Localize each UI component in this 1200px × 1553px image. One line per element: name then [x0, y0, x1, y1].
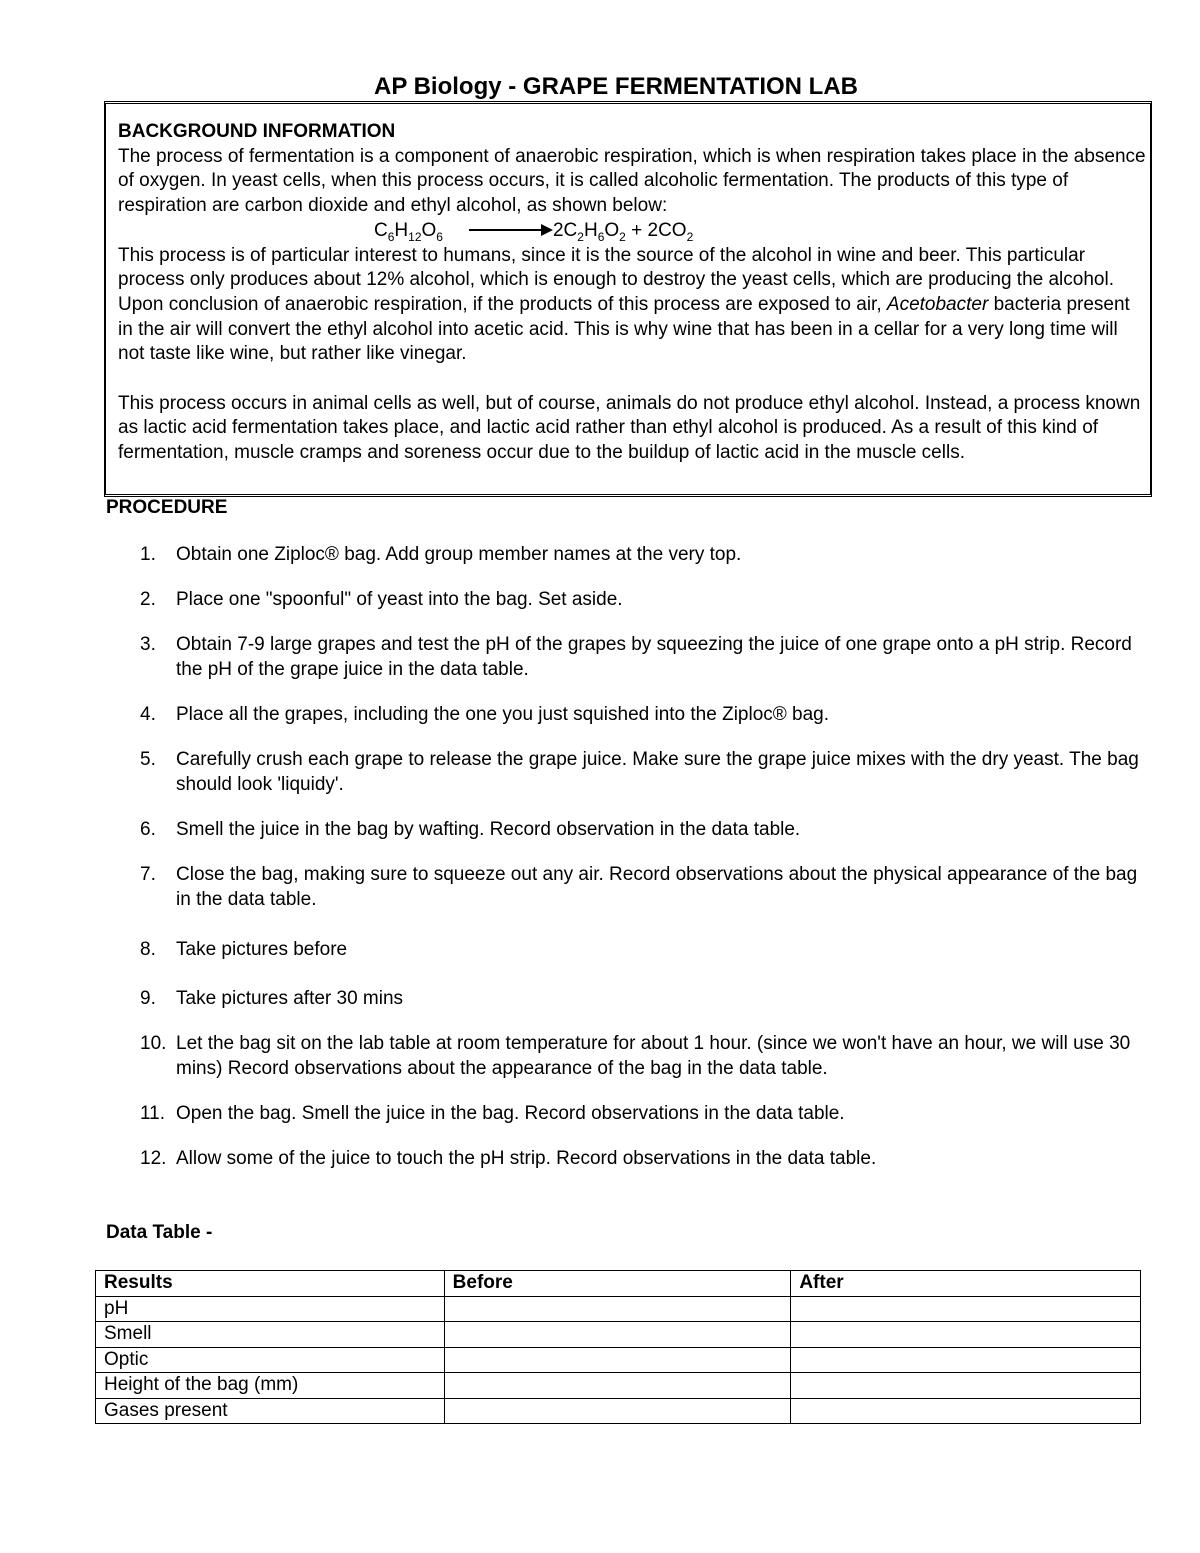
step-number: 2. — [140, 589, 156, 610]
procedure-step — [140, 987, 1140, 1012]
step-text: Carefully crush each grape to release the grape juice. Make sure the grape juice mixes with the dry yeast. The bag should look 'liquidy'. — [176, 749, 1139, 795]
procedure-step — [140, 1102, 1140, 1127]
after-cell[interactable] — [791, 1347, 1141, 1373]
step-text: Place one "spoonful" of yeast into the bag. Set aside. — [176, 589, 623, 610]
step-number: 1. — [140, 544, 156, 565]
background-content — [118, 120, 1148, 466]
procedure-step — [140, 633, 1140, 682]
step-number: 11. — [140, 1103, 166, 1124]
step-text: Obtain one Ziploc® bag. Add group member names at the very top. — [176, 544, 742, 565]
acetobacter-italic: Acetobacter — [886, 293, 989, 315]
before-cell[interactable] — [444, 1373, 791, 1399]
table-row — [96, 1398, 1141, 1424]
eq-product-h: H — [583, 219, 598, 241]
step-number: 8. — [140, 939, 156, 960]
before-cell[interactable] — [444, 1398, 791, 1424]
step-text: Take pictures after 30 mins — [176, 988, 404, 1009]
row-label: Smell — [96, 1322, 445, 1348]
procedure-step — [140, 863, 1140, 912]
column-header-after: After — [791, 1271, 1141, 1297]
procedure-step — [140, 543, 1140, 568]
eq-sub: 6 — [436, 229, 443, 244]
eq-product-co2: + 2CO — [625, 219, 687, 241]
eq-sub: 6 — [597, 229, 605, 244]
procedure-step — [140, 748, 1140, 797]
row-label: Gases present — [96, 1398, 445, 1424]
after-cell[interactable] — [791, 1373, 1141, 1399]
data-table — [95, 1270, 1141, 1424]
eq-reactant-c: C — [374, 219, 388, 241]
after-cell[interactable] — [791, 1296, 1141, 1322]
row-label: Height of the bag (mm) — [96, 1373, 445, 1399]
step-text: Allow some of the juice to touch the pH strip. Record observations in the data table. — [176, 1148, 877, 1169]
step-number: 3. — [140, 634, 156, 655]
procedure-step — [140, 588, 1140, 613]
table-row — [96, 1296, 1141, 1322]
procedure-step — [140, 818, 1140, 843]
after-cell[interactable] — [791, 1322, 1141, 1348]
page-title: AP Biology - GRAPE FERMENTATION LAB — [374, 73, 858, 100]
step-text: Smell the juice in the bag by wafting. Record observation in the data table. — [176, 819, 801, 840]
row-label: pH — [96, 1296, 445, 1322]
column-header-before: Before — [444, 1271, 791, 1297]
background-heading: BACKGROUND INFORMATION — [118, 121, 396, 142]
reaction-arrow-icon — [469, 223, 553, 237]
procedure-step — [140, 1032, 1140, 1081]
table-header-row — [96, 1271, 1141, 1297]
paragraph-text: This process is of particular interest to humans, since it is the source of the alcohol in wine and beer. This particular process only produces about 12% alcohol, which is enough to destroy the yeast cells, which are producing the alcohol. Upon conclusion of anaerobic respiration, if the products of this process are exposed to air, — [118, 244, 1114, 315]
background-paragraph-2 — [118, 244, 1148, 368]
before-cell[interactable] — [444, 1296, 791, 1322]
background-paragraph-3: This process occurs in animal cells as well, but of course, animals do not produce ethyl alcohol. Instead, a process known as lactic acid fermentation takes place, and lactic acid rather than ethyl alcohol is produced. As a result of this kind of fermentation, muscle cramps and soreness occur due to the buildup of lactic acid in the muscle cells. — [118, 392, 1141, 464]
step-number: 6. — [140, 819, 156, 840]
after-cell[interactable] — [791, 1398, 1141, 1424]
step-text: Obtain 7-9 large grapes and test the pH of the grapes by squeezing the juice of one grape onto a pH strip. Record the pH of the grape juice in the data table. — [176, 634, 1132, 680]
step-text: Close the bag, making sure to squeeze out any air. Record observations about the physical appearance of the bag in the data table. — [176, 864, 1138, 910]
procedure-step — [140, 938, 1140, 963]
step-text: Place all the grapes, including the one you just squished into the Ziploc® bag. — [176, 704, 830, 725]
eq-product-ethanol: 2C — [552, 219, 578, 241]
background-information-box — [104, 101, 1152, 497]
table-row — [96, 1322, 1141, 1348]
step-text: Let the bag sit on the lab table at room temperature for about 1 hour. (since we won't have an hour, we will use 30 mins) Record observations about the appearance of the bag in the data table. — [176, 1033, 1131, 1079]
eq-sub: 2 — [619, 229, 626, 244]
before-cell[interactable] — [444, 1347, 791, 1373]
step-number: 12. — [140, 1148, 167, 1169]
eq-reactant-h: H — [394, 219, 409, 241]
fermentation-equation — [118, 219, 1148, 244]
step-text: Open the bag. Smell the juice in the bag. Record observations in the data table. — [176, 1103, 845, 1124]
procedure-heading: PROCEDURE — [106, 497, 228, 518]
eq-sub: 2 — [577, 229, 584, 244]
before-cell[interactable] — [444, 1322, 791, 1348]
procedure-step — [140, 703, 1140, 728]
procedure-step — [140, 1147, 1140, 1172]
eq-sub: 6 — [387, 229, 395, 244]
eq-sub: 2 — [686, 229, 694, 244]
table-row — [96, 1373, 1141, 1399]
table-row — [96, 1347, 1141, 1373]
step-number: 7. — [140, 864, 156, 885]
column-header-results: Results — [96, 1271, 445, 1297]
eq-product-o: O — [604, 219, 620, 241]
background-paragraph-1: The process of fermentation is a component of anaerobic respiration, which is when respiration takes place in the absence of oxygen. In yeast cells, when this process occurs, it is called alcoholic fermentation. The products of this type of respiration are carbon dioxide and ethyl alcohol, as shown below: — [118, 145, 1146, 217]
step-number: 9. — [140, 988, 156, 1009]
paragraph-text: bacteria present in the air will convert the ethyl alcohol into acetic acid. This is why wine that has been in a cellar for a very long time will not taste like wine, but rather like vinegar. — [118, 293, 1130, 365]
step-number: 4. — [140, 704, 156, 725]
eq-sub: 12 — [408, 229, 422, 244]
step-number: 10. — [140, 1033, 167, 1054]
paragraph-gap — [118, 367, 1148, 392]
data-table-heading: Data Table - — [106, 1222, 213, 1243]
eq-reactant-o: O — [421, 219, 437, 241]
step-number: 5. — [140, 749, 156, 770]
row-label: Optic — [96, 1347, 445, 1373]
step-text: Take pictures before — [176, 939, 348, 960]
